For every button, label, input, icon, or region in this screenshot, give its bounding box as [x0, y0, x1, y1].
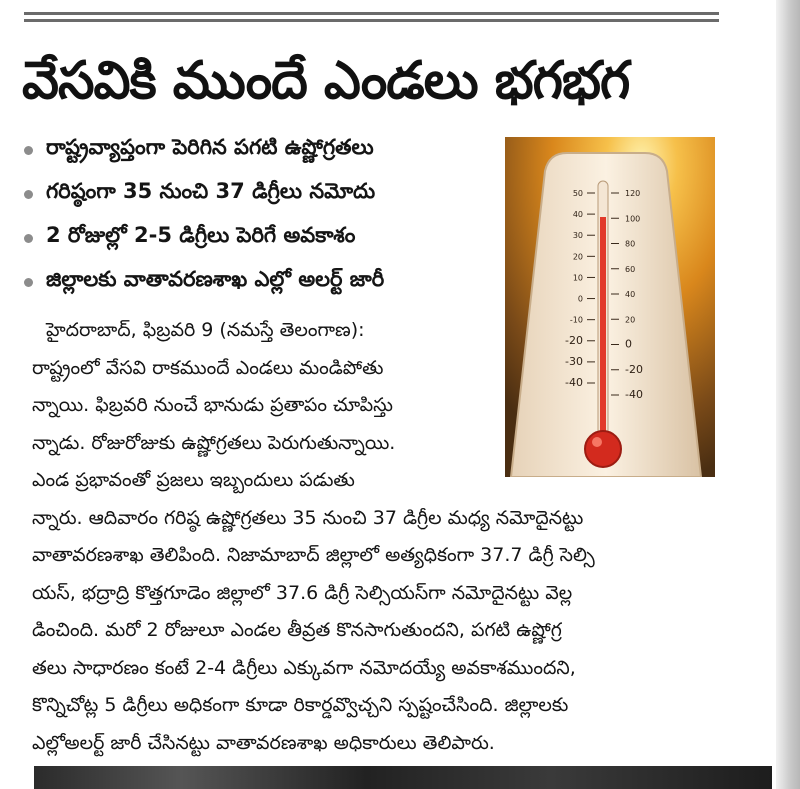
- bullet-item: [24, 216, 496, 260]
- next-photo-strip: [34, 766, 772, 789]
- scale-label: 100: [625, 214, 641, 224]
- bullet-item: [24, 128, 496, 172]
- body-line: హైదరాబాద్, ఫిబ్రవరి 9 (నమస్తే తెలంగాణ):: [46, 319, 365, 341]
- bullet-dot-icon: [24, 146, 33, 155]
- bullet-list: [24, 128, 496, 304]
- scale-label: 20: [625, 315, 636, 325]
- body-line: న్నారు. ఆదివారం గరిష్ఠ ఉష్ణోగ్రతలు 35 నుంచి 37 డిగ్రీల మధ్య నమోదైనట్టు: [32, 506, 584, 529]
- scale-label: -10: [569, 315, 583, 325]
- scale-label: 0: [625, 337, 632, 351]
- scale-label: -40: [625, 388, 643, 401]
- scale-label: 80: [625, 239, 636, 249]
- body-line: కొన్నిచోట్ల 5 డిగ్రీలు అధికంగా కూడా రికార్డవ్వొచ్చని స్పష్టంచేసింది. జిల్లాలకు: [32, 694, 569, 716]
- scale-label: -40: [565, 376, 583, 389]
- body-line: రాష్ట్రంలో వేసవి రాకముందే ఎండలు మండిపోతు: [32, 356, 384, 379]
- article-body: [32, 312, 717, 762]
- scale-label: 40: [572, 210, 583, 220]
- scale-label: -20: [625, 362, 643, 376]
- scale-label: 10: [572, 273, 583, 283]
- bullet-text: గరిష్ఠంగా 35 నుంచి 37 డిగ్రీలు నమోదు: [46, 179, 376, 203]
- body-line: న్నాయి. ఫిబ్రవరి నుంచే భానుడు ప్రతాపం చూపిస్తు: [32, 394, 394, 416]
- body-line: డించింది. మరో 2 రోజులూ ఎండల తీవ్రత కొనసాగుతుందని, పగటి ఉష్ణోగ్ర: [32, 619, 562, 641]
- body-line: ఎండ ప్రభావంతో ప్రజలు ఇబ్బందులు పడుతు: [32, 469, 355, 491]
- body-line: వాతావరణశాఖ తెలిపింది. నిజామాబాద్ జిల్లాలో అత్యధికంగా 37.7 డిగ్రీ సెల్సి: [32, 544, 595, 566]
- body-line: ఎల్లోఅలర్ట్ జారీ చేసినట్టు వాతావరణశాఖ అధికారులు తెలిపారు.: [32, 731, 495, 754]
- bullet-dot-icon: [24, 278, 33, 287]
- scale-label: 120: [625, 189, 641, 198]
- scale-label: 40: [625, 290, 636, 299]
- bullet-dot-icon: [24, 234, 33, 243]
- scale-label: -30: [565, 354, 583, 368]
- scale-label: 0: [577, 294, 583, 304]
- page-edge: [776, 0, 800, 789]
- bullet-text: 2 రోజుల్లో 2-5 డిగ్రీలు పెరిగే అవకాశం: [46, 223, 356, 247]
- headline: వేసవికి ముందే ఎండలు భగభగ: [22, 51, 630, 111]
- bullet-dot-icon: [24, 190, 33, 199]
- body-line: తలు సాధారణం కంటే 2-4 డిగ్రీలు ఎక్కువగా నమోదయ్యే అవకాశముందని,: [32, 656, 576, 679]
- scale-label: 30: [572, 231, 583, 241]
- scale-label: 60: [625, 264, 636, 274]
- bullet-item: [24, 260, 496, 304]
- top-rule: [24, 12, 719, 22]
- scale-label: 50: [572, 189, 583, 198]
- bullet-item: [24, 172, 496, 216]
- scale-label: 20: [572, 252, 583, 262]
- body-line: యస్, భద్రాద్రి కొత్తగూడెం జిల్లాలో 37.6 డిగ్రీ సెల్సియస్‌గా నమోదైనట్టు వెల్ల: [32, 581, 573, 604]
- scale-label: -20: [565, 333, 583, 347]
- bullet-text: జిల్లాలకు వాతావరణశాఖ ఎల్లో అలర్ట్ జారీ: [46, 267, 385, 291]
- body-line: న్నాడు. రోజురోజుకు ఉష్ణోగ్రతలు పెరుగుతున్నాయి.: [32, 431, 396, 454]
- bullet-text: రాష్ట్రవ్యాప్తంగా పెరిగిన పగటి ఉష్ణోగ్రతలు: [46, 135, 374, 159]
